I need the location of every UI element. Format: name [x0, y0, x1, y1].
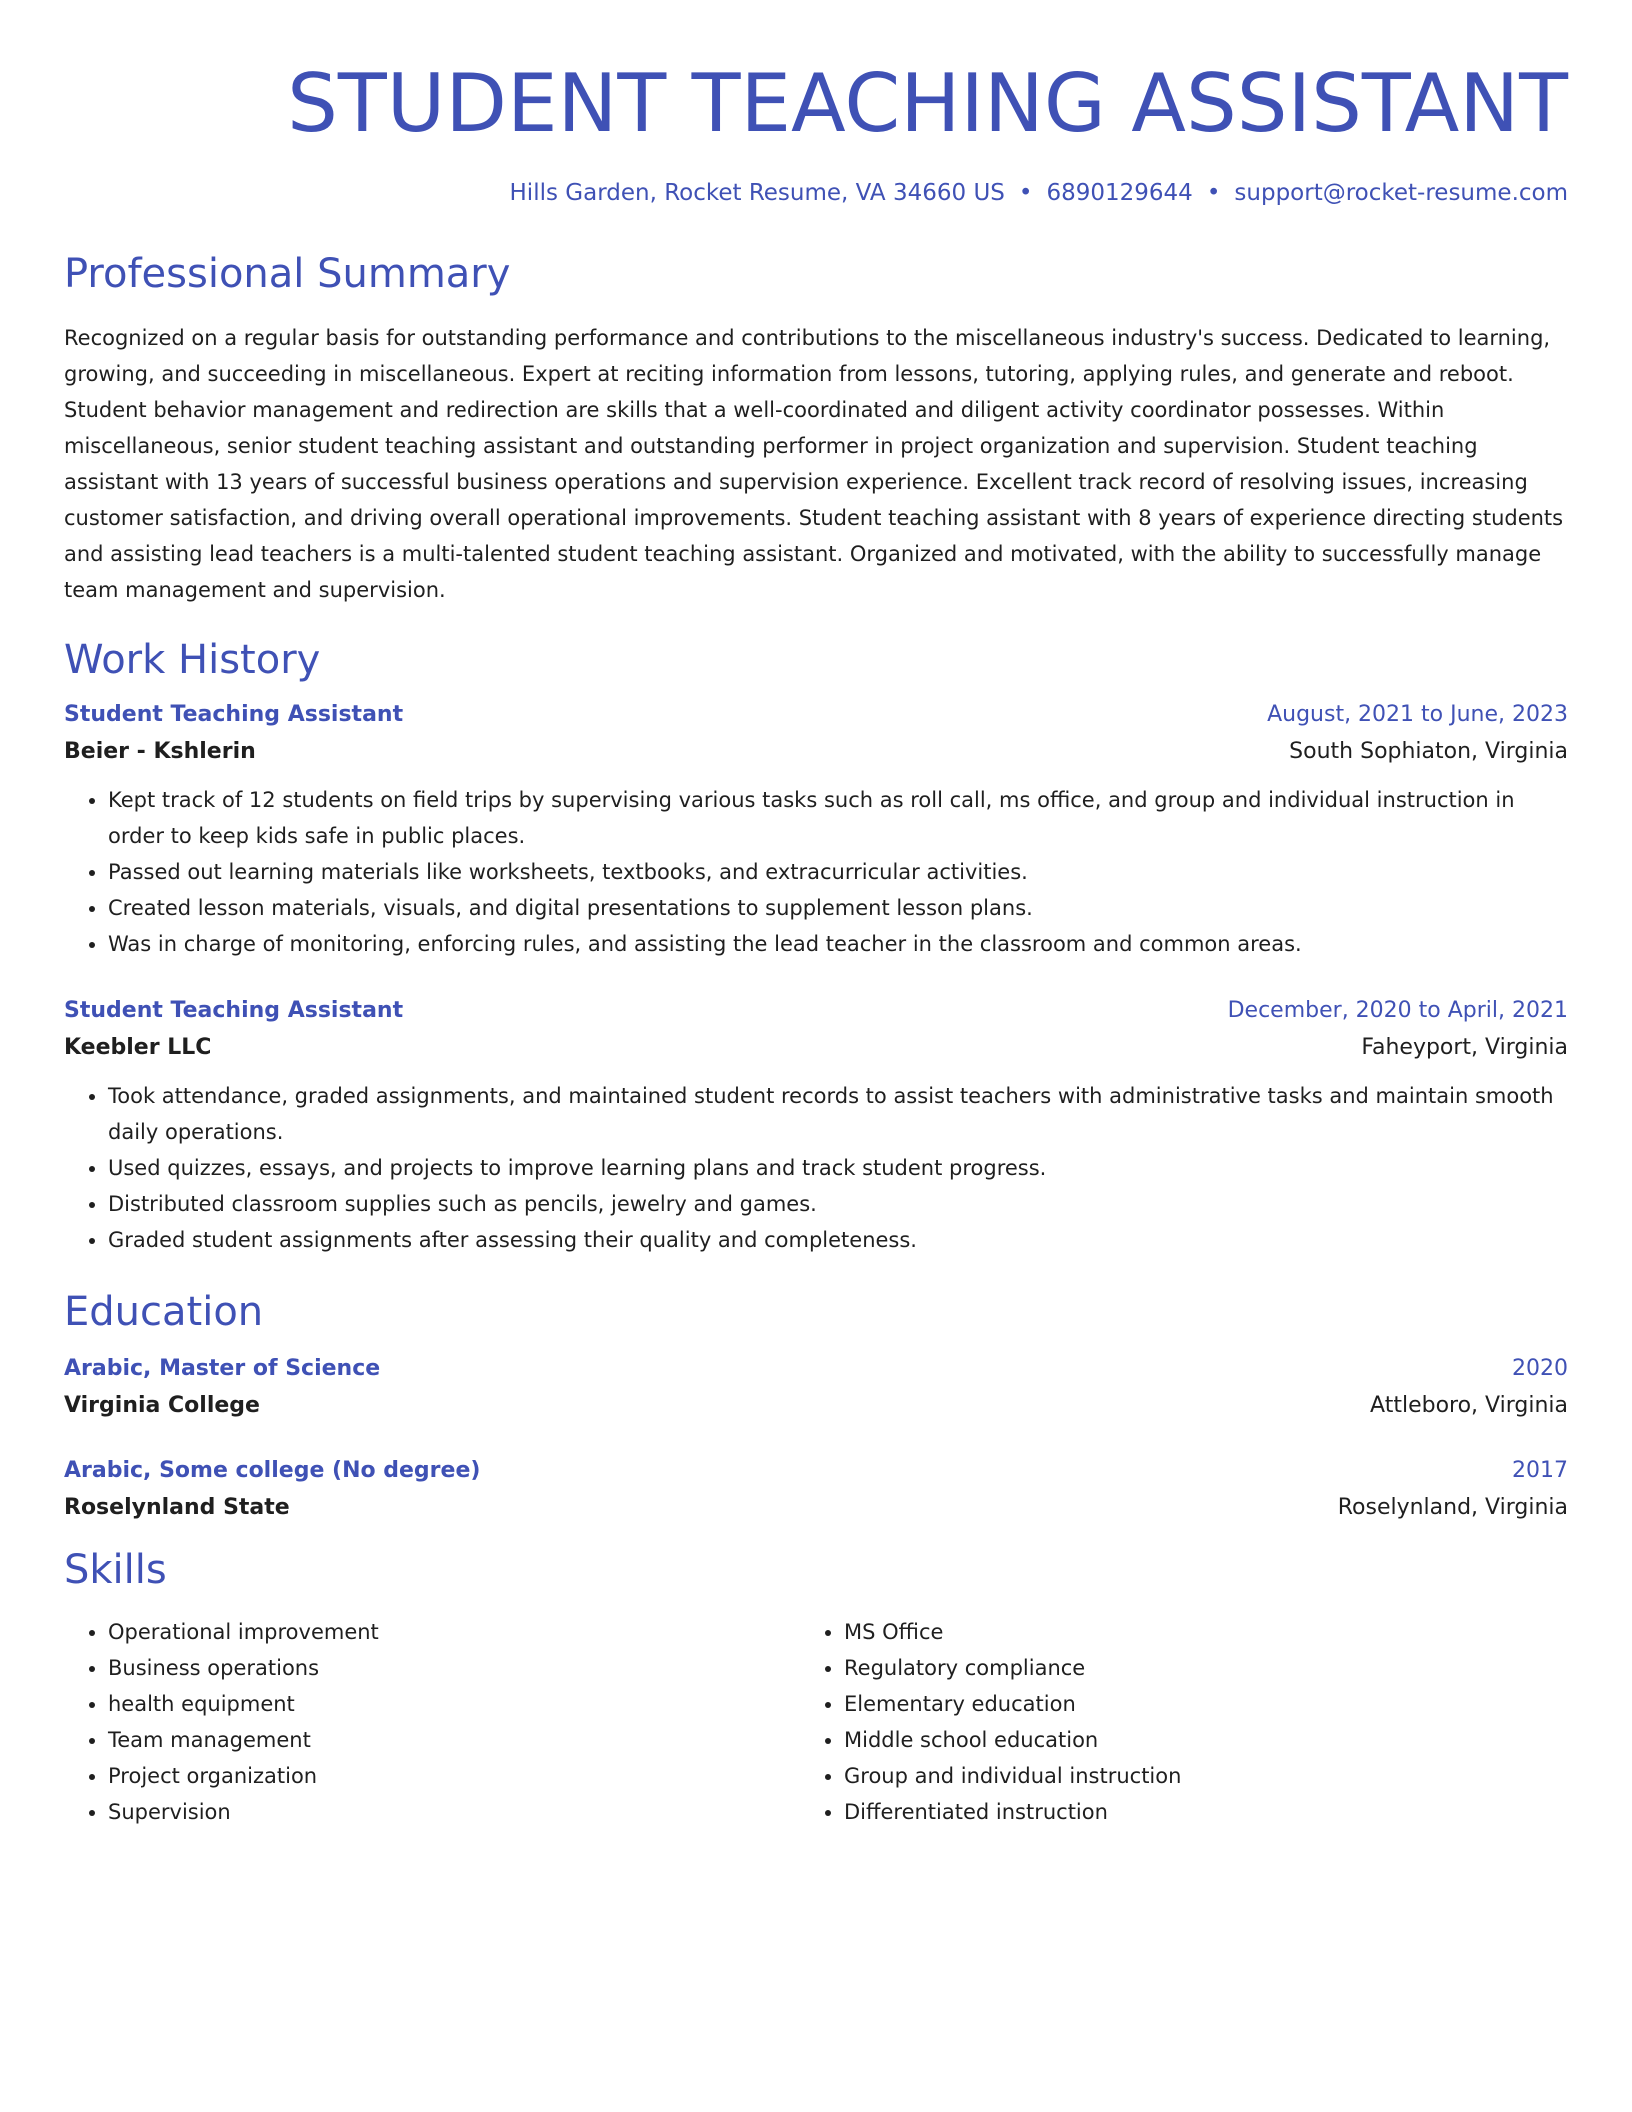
job-dates: December, 2020 to April, 2021	[1227, 998, 1568, 1023]
summary-text: Recognized on a regular basis for outstanding performance and contributions to the miscellaneous industry's success. Dedicated to learning, growing, and succeeding in miscellaneous. Expert at reciting information from lessons, tutoring, applying rules, and generate and reboot. Student behavior management and redirection are skills that a well-coordinated and diligent activity coordinator possesses. Within miscellaneous, senior student teaching assistant and outstanding performer in project organization and supervision. Student teaching assistant with 13 years of successful business operations and supervision experience. Excellent track record of resolving issues, increasing customer satisfaction, and driving overall operational improvements. Student teaching assistant with 8 years of experience directing students and assisting lead teachers is a multi-talented student teaching assistant. Organized and motivated, with the ability to successfully manage team management and supervision.	[64, 326, 1564, 602]
skill-item: • health equipment	[108, 1686, 800, 1722]
job-bullet: • Used quizzes, essays, and projects to improve learning plans and track student progress.	[108, 1150, 1568, 1186]
job-entry	[64, 702, 1568, 962]
education-location: Roselynland, Virginia	[1337, 1495, 1568, 1520]
job-entry	[64, 998, 1568, 1258]
job-bullet: • Was in charge of monitoring, enforcing rules, and assisting the lead teacher in the classroom and common areas.	[108, 926, 1568, 962]
skills-list-right	[800, 1614, 1536, 1830]
education-school-row	[64, 1393, 1568, 1418]
skill-item: • Project organization	[108, 1758, 800, 1794]
skill-item: • Differentiated instruction	[844, 1794, 1536, 1830]
education-heading: Education	[64, 1289, 264, 1335]
job-bullet: • Kept track of 12 students on field trips by supervising various tasks such as roll call, ms office, and group and individual instruction in order to keep kids safe in public places.	[108, 782, 1568, 854]
education-degree: Arabic, Master of Science	[64, 1356, 381, 1381]
work-history-heading: Work History	[64, 637, 321, 683]
contact-separator: •	[1206, 180, 1221, 206]
job-bullet: • Distributed classroom supplies such as pencils, jewelry and games.	[108, 1186, 1568, 1222]
skill-item: • Elementary education	[844, 1686, 1536, 1722]
education-school-row	[64, 1495, 1568, 1520]
job-role: Student Teaching Assistant	[64, 702, 404, 727]
skill-item: • MS Office	[844, 1614, 1536, 1650]
education-entry	[64, 1458, 1568, 1520]
education-school: Roselynland State	[64, 1495, 290, 1520]
education-location: Attleboro, Virginia	[1370, 1393, 1568, 1418]
skills-list-left	[64, 1614, 800, 1830]
skill-item: • Operational improvement	[108, 1614, 800, 1650]
education-degree: Arabic, Some college (No degree)	[64, 1458, 481, 1483]
job-company: Beier - Kshlerin	[64, 739, 256, 764]
skill-item: • Group and individual instruction	[844, 1758, 1536, 1794]
education-year: 2017	[1512, 1458, 1568, 1483]
education-year: 2020	[1512, 1356, 1568, 1381]
job-role: Student Teaching Assistant	[64, 998, 404, 1023]
contact-line	[64, 180, 1568, 206]
job-bullet: • Created lesson materials, visuals, and digital presentations to supplement lesson plans.	[108, 890, 1568, 926]
skill-item: • Supervision	[108, 1794, 800, 1830]
job-location: Faheyport, Virginia	[1361, 1035, 1568, 1060]
job-location: South Sophiaton, Virginia	[1289, 739, 1568, 764]
contact-email[interactable]: support@rocket-resume.com	[1234, 180, 1568, 206]
contact-phone: 6890129644	[1046, 180, 1193, 206]
contact-address: Hills Garden, Rocket Resume, VA 34660 US	[509, 180, 1005, 206]
education-header-row	[64, 1356, 1568, 1381]
job-company: Keebler LLC	[64, 1035, 212, 1060]
job-bullet: • Took attendance, graded assignments, and maintained student records to assist teachers with administrative tasks and maintain smooth daily operations.	[108, 1078, 1568, 1150]
education-header-row	[64, 1458, 1568, 1483]
education-entry	[64, 1356, 1568, 1418]
skill-item: • Team management	[108, 1722, 800, 1758]
job-bullet: • Passed out learning materials like worksheets, textbooks, and extracurricular activities.	[108, 854, 1568, 890]
job-company-row	[64, 739, 1568, 764]
skill-item: • Middle school education	[844, 1722, 1536, 1758]
contact-separator: •	[1018, 180, 1033, 206]
job-bullet-list	[64, 782, 1568, 962]
education-school: Virginia College	[64, 1393, 260, 1418]
skills-grid	[64, 1614, 1568, 1830]
job-bullet: • Graded student assignments after assessing their quality and completeness.	[108, 1222, 1568, 1258]
job-header-row	[64, 702, 1568, 727]
summary-heading: Professional Summary	[64, 251, 511, 297]
skill-item: • Regulatory compliance	[844, 1650, 1536, 1686]
skills-heading: Skills	[64, 1547, 167, 1593]
skill-item: • Business operations	[108, 1650, 800, 1686]
job-bullet-list	[64, 1078, 1568, 1258]
job-header-row	[64, 998, 1568, 1023]
job-dates: August, 2021 to June, 2023	[1267, 702, 1568, 727]
resume-name: STUDENT TEACHING ASSISTANT	[287, 57, 1568, 150]
job-company-row	[64, 1035, 1568, 1060]
